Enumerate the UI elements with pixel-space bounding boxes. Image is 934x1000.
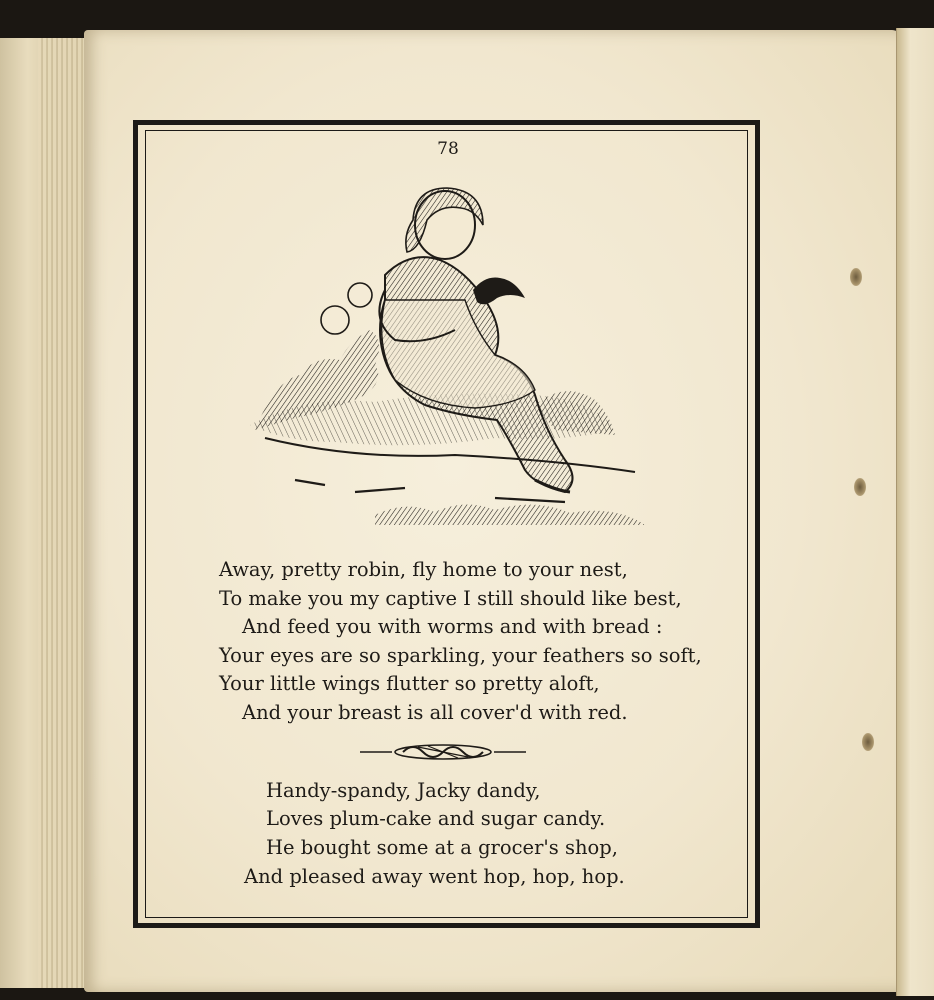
verse-line: Away, pretty robin, fly home to your nest, — [219, 558, 628, 581]
binding-hole — [850, 268, 862, 286]
verse-line: He bought some at a grocer's shop, — [266, 836, 618, 859]
verse-line: To make you my captive I still should like best, — [219, 587, 682, 610]
page-number: 78 — [437, 139, 459, 159]
binding-hole — [862, 733, 874, 751]
scroll-ornament-divider-icon — [358, 740, 528, 764]
verse-line: And pleased away went hop, hop, hop. — [244, 865, 625, 888]
page-stack-strata — [38, 38, 88, 988]
verse-line: Handy-spandy, Jacky dandy, — [266, 779, 541, 802]
boy-with-robin-icon — [235, 180, 655, 530]
right-page-edge — [896, 28, 934, 996]
left-page-edges — [0, 38, 92, 988]
verse-line: Loves plum-cake and sugar candy. — [266, 807, 606, 830]
verse-line: And your breast is all cover'd with red. — [242, 701, 628, 724]
verse-line: Your little wings flutter so pretty aloft, — [219, 672, 600, 695]
verse-line: And feed you with worms and with bread : — [242, 615, 663, 638]
binding-hole — [854, 478, 866, 496]
verse-line: Your eyes are so sparkling, your feathers so soft, — [219, 644, 702, 667]
